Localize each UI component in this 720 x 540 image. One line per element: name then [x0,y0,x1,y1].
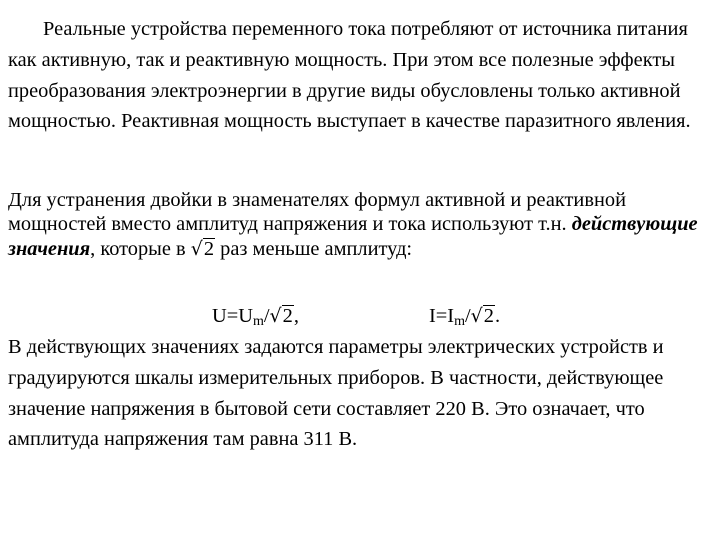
formula-voltage-punctuation: , [293,305,299,327]
formula-current-sqrt-argument: 2 [483,305,494,327]
formula-voltage-sqrt-symbol: √ [269,305,282,327]
formula-current-slash: / [464,305,471,327]
paragraph-effective-values-mid: , которые в [90,237,191,260]
term-effective-values: действующие значения [8,213,698,260]
formula-voltage [212,303,299,335]
formula-voltage-lhs: U=U [212,305,253,327]
paragraph-effective-values-end: раз меньше амплитуд: [215,237,413,260]
formula-voltage-slash: / [263,305,270,327]
formula-voltage-subscript: m [252,314,264,329]
sqrt-symbol: √ [190,237,203,260]
paragraph-effective-values [8,188,708,261]
formula-current-subscript: m [454,314,465,329]
paragraph-reactive-power [8,14,708,137]
formula-current [429,303,500,335]
sqrt-argument: 2 [203,237,215,260]
formula-voltage-sqrt-argument: 2 [282,305,293,327]
formula-current-sqrt-symbol: √ [470,305,483,327]
formula-current-lhs: I=I [429,305,455,327]
paragraph-effective-values-intro: Для устранения двойки в знаменателях формул активной и реактивной мощностей вместо амплитуд напряжения и тока используют т.н. [8,189,626,236]
paragraph-household-voltage [8,332,708,455]
paragraph-reactive-power-text: Реальные устройства переменного тока потребляют от источника питания как активную, так и реактивную мощность. При этом все полезные эффекты преобразования электроэнергии в другие виды обусловлены только активной мощностью. Реактивная мощность выступает в качестве паразитного явления. [8,18,691,133]
formula-current-punctuation: . [494,305,501,327]
paragraph-household-voltage-text: В действующих значениях задаются параметры электрических устройств и градуируются шкалы измерительных приборов. В частности, действующее значение напряжения в бытовой сети составляет 220 В. Это означает, что амплитуда напряжения там равна 311 В. [8,336,664,451]
